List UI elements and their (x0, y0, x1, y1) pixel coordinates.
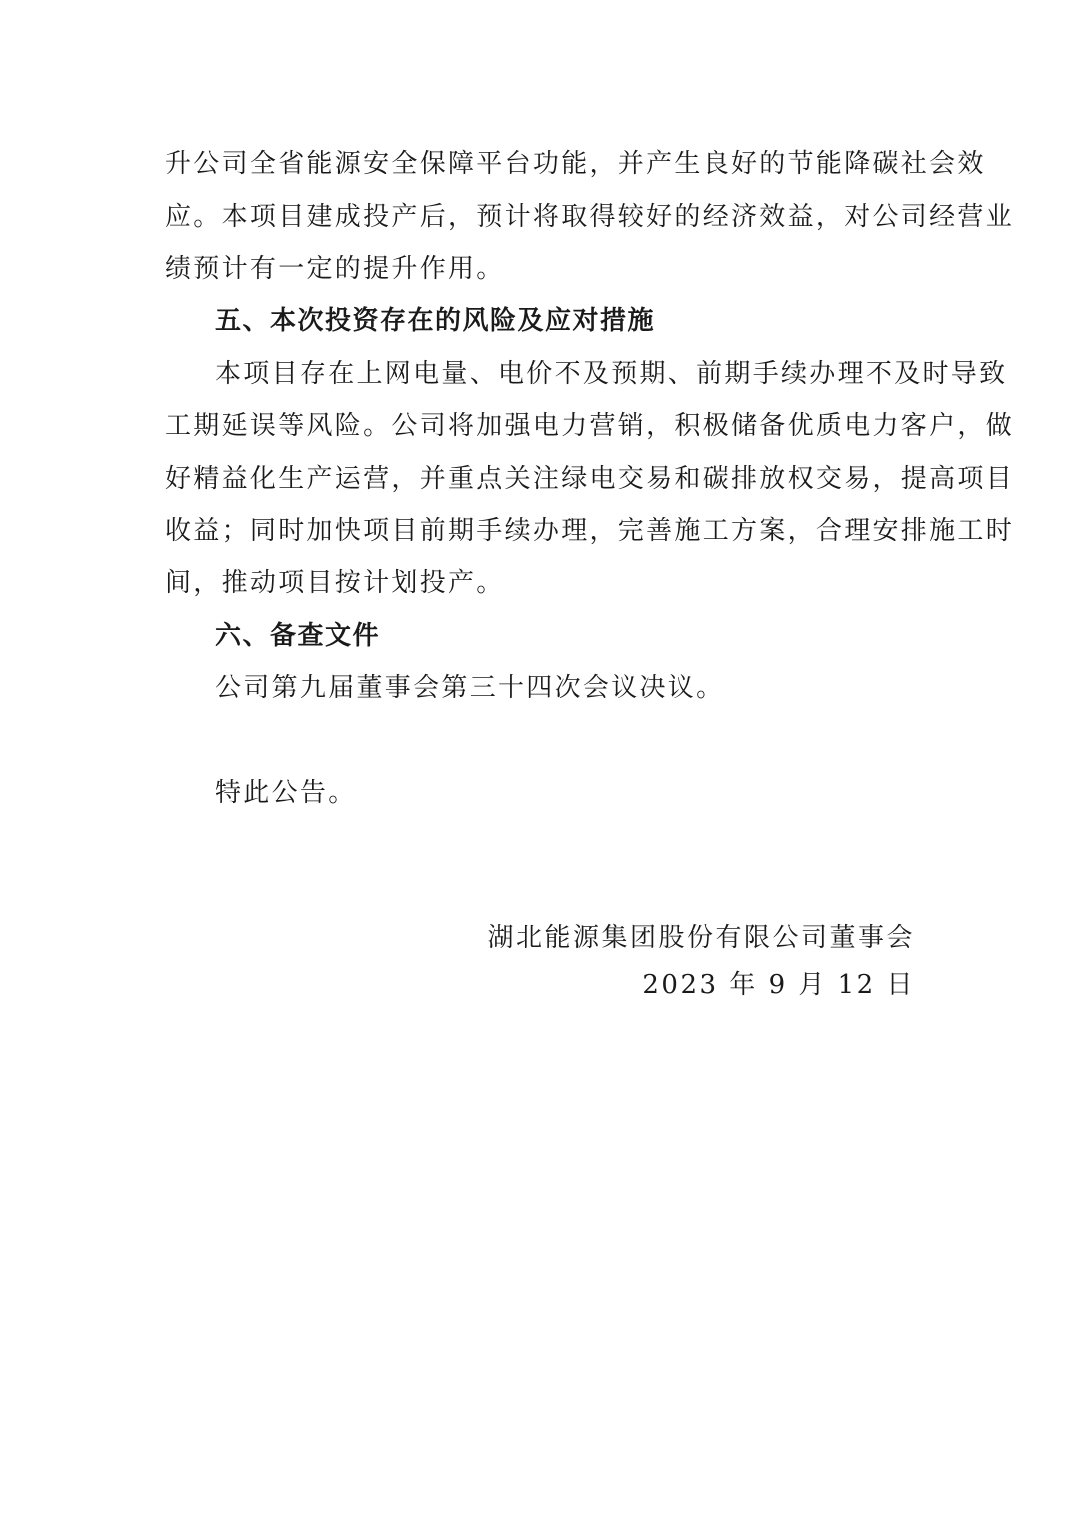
closing-text: 特此公告。 (215, 778, 357, 808)
section-heading: 六、备查文件 (215, 621, 381, 651)
paragraph-line: 公司第九届董事会第三十四次会议决议。 (215, 673, 725, 703)
paragraph-line: 本项目存在上网电量、电价不及预期、前期手续办理不及时导致 (215, 359, 1008, 389)
signature-company: 湖北能源集团股份有限公司董事会 (487, 923, 915, 953)
paragraph-line: 应。本项目建成投产后，预计将取得较好的经济效益，对公司经营业 (165, 202, 1015, 232)
section-heading: 五、本次投资存在的风险及应对措施 (215, 306, 656, 336)
paragraph-line: 间，推动项目按计划投产。 (165, 568, 505, 598)
paragraph-line: 好精益化生产运营，并重点关注绿电交易和碳排放权交易，提高项目 (165, 464, 1015, 494)
paragraph-line: 绩预计有一定的提升作用。 (165, 254, 505, 284)
signature-date: 2023 年 9 月 12 日 (642, 970, 915, 1000)
paragraph-line: 升公司全省能源安全保障平台功能，并产生良好的节能降碳社会效 (165, 149, 986, 179)
paragraph-line: 工期延误等风险。公司将加强电力营销，积极储备优质电力客户，做 (165, 411, 1015, 441)
paragraph-line: 收益；同时加快项目前期手续办理，完善施工方案，合理安排施工时 (165, 516, 1015, 546)
